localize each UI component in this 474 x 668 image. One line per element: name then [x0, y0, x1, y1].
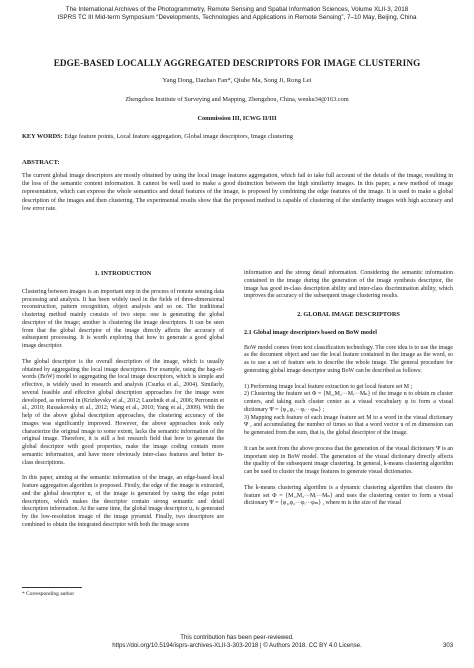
kmeans-paragraph: The k-means clustering algorithm is a dynamic clustering algorithm that clusters the feature set Φ = {M₁,M₂···Mᵢ···Mₙ} and uses the clustering center to form a visual dictionary Ψ = {φ₁,φ₂···φᵢ···φₘ} , where m is the size of the visual — [244, 484, 453, 507]
right-column — [244, 270, 453, 508]
keywords-line — [22, 133, 454, 140]
abstract-text: The current global image descriptors are mostly obtained by using the local image features aggregation, which fail to take full account of the details of the image, resulting in the loss of the semantic content information. It cannot be well used to make a good distinction between the high similarity images. In this paper, a new method of image representation, which can express the whole semantics and detail features of the image, is proposed by combining the edge features of the image. It is used to make a global description of the images and then clustering. The experimental results show that the proposed method is capable of clustering of the similarity images with high accuracy and low error rate. — [22, 173, 453, 212]
intro-paragraph-1: Clustering between images is an important step in the process of remote sensing data processing and analysis. It has been widely used in the fields of three-dimensional reconstruction, pattern recognition, object analysis and so on. The traditional clustering method mainly consists of two steps: one is generating the global descriptor of the image; another is clustering the image descriptors. It can be seen from that the global descriptor of the image directly affects the accuracy of subsequent processing. It is worth exploring that how to generate a good global image descriptor. — [22, 288, 224, 349]
header-line-1: The International Archives of the Photogrammetry, Remote Sensing and Spatial Information Sciences, Volume XLII-3, 2018 — [65, 6, 409, 13]
left-column — [22, 270, 224, 530]
bow-subsection-heading: 2.1 Global image descriptors based on BoW model — [244, 328, 377, 336]
intro-paragraph-2: The global descriptor is the overall description of the image, which is usually obtained by aggregating the local image descriptors. For example, using the bag-of-words (BoW) model to aggregating the local image descriptors, which is simple and effective, is widely used in research and analysis (Csurka et al., 2004). Similarly, several feasible and effective global description approaches for the image were developed, as referred in (Krizhevsky et al., 2012; Lazebnik et al., 2006; Perronnin et al., 2010; Russakovsky et al., 2012; Wang et al., 2010; Yang et al., 2009). With the help of the above global description approaches, the clustering accuracy of the images was significantly improved. However, the above approaches took only characterize the original image to some extent, lacks the semantic information of the original image. Therefore, it is still a hot research field that how to generate the global descriptor with good properties, make the image coding contain more semantic information, and have more obviously inter-class features and better in-class descriptions. — [22, 358, 224, 466]
introduction-heading: 1. INTRODUCTION — [94, 270, 152, 277]
footer-doi-license: https://doi.org/10.5194/isprs-archives-XLII-3-303-2018 | © Authors 2018. CC BY 4.0 License. — [112, 642, 362, 649]
page-footer — [0, 634, 474, 650]
abstract-heading: ABSTRACT: — [22, 159, 60, 166]
running-header — [0, 6, 474, 22]
paper-title: EDGE-BASED LOCALLY AGGREGATED DESCRIPTORS FOR IMAGE CLUSTERING — [53, 58, 421, 68]
global-descriptors-heading: 2. GLOBAL IMAGE DESCRIPTORS — [297, 311, 400, 318]
affiliation: Zhengzhou Institute of Surveying and Mapping, Zhengzhou, China, wenku34@163.com — [125, 96, 349, 103]
intro-continuation: information and the strong detail information. Considering the semantic information contained in the image during the generation of the image synthesis descriptor, the image has good in-class description ability and inter-class discrimination ability, which improves the accuracy of the subsequent image clustering results. — [244, 270, 453, 300]
procedure-step-3: 3) Mapping each feature of each image feature set M to a word in the visual dictionary Ψ , and accumulating the number of times so that a word vector u of m dimension can be generated from the sum, that is, the global descriptor of the image. — [244, 414, 453, 436]
procedure-step-2: 2) Clustering the feature set Φ = {M₁,M₂···Mᵢ···Mₙ} of the image n to obtain m cluster centers, and taking each cluster center as a visual vocabulary φ to form a visual dictionary Ψ = {φ₁,φ₂···φᵢ···φₘ} ; — [244, 391, 453, 413]
header-line-2: ISPRS TC III Mid-term Symposium “Developments, Technologies and Applications in Remote Sensing”, 7–10 May, Beijing, China — [57, 14, 417, 21]
commission-label: Commission III, ICWG II/III — [197, 115, 277, 122]
author-list: Yang Dong, Dazhao Fan*, Qiuhe Ma, Song Ji, Rong Lei — [162, 77, 312, 84]
footer-peer-review: This contribution has been peer-reviewed. — [180, 634, 294, 641]
keywords-text: Edge feature points, Local feature aggregation, Global image descriptors, Image clustering — [64, 133, 293, 140]
footnote-rule — [22, 587, 82, 588]
footnote: * Corresponding author — [22, 591, 75, 597]
bow-paragraph: BoW model comes from text classification technology. The core idea is to use the image as the document object and use the local feature contained in the image as the word, so as to use a set of feature sets to describe the whole image. The general procedure for generating global image descriptor using BoW can be described as follows: — [244, 344, 453, 374]
summary-paragraph: It can be seen from the above process that the generation of the visual dictionary Ψ is an important step in BoW model. The generation of the visual dictionary directly affects the quality of the subsequent image clustering. In general, k-means clustering algorithm can be used to cluster the image features to generate visual dictionaries. — [244, 445, 453, 475]
keywords-label: KEY WORDS: — [22, 133, 63, 140]
page-number: 303 — [443, 642, 454, 649]
procedure-step-1: 1) Performing image local feature extraction to get local feature set M ; — [244, 383, 413, 390]
intro-paragraph-3: In this paper, aiming at the semantic information of the image, an edge-based local feature aggregation algorithm is proposed. Firstly, the edge of the image is extracted, and the global descriptor u₁ of the image is generated by using the edge point descriptors, which makes the descriptor contain strong semantic and detail description information. At the same time, the global image descriptor u₂ is generated by the low-resolution image of the image pyramid. Finally, two descriptors are combined to obtain the integrated descriptor with both the image scene — [22, 475, 224, 528]
